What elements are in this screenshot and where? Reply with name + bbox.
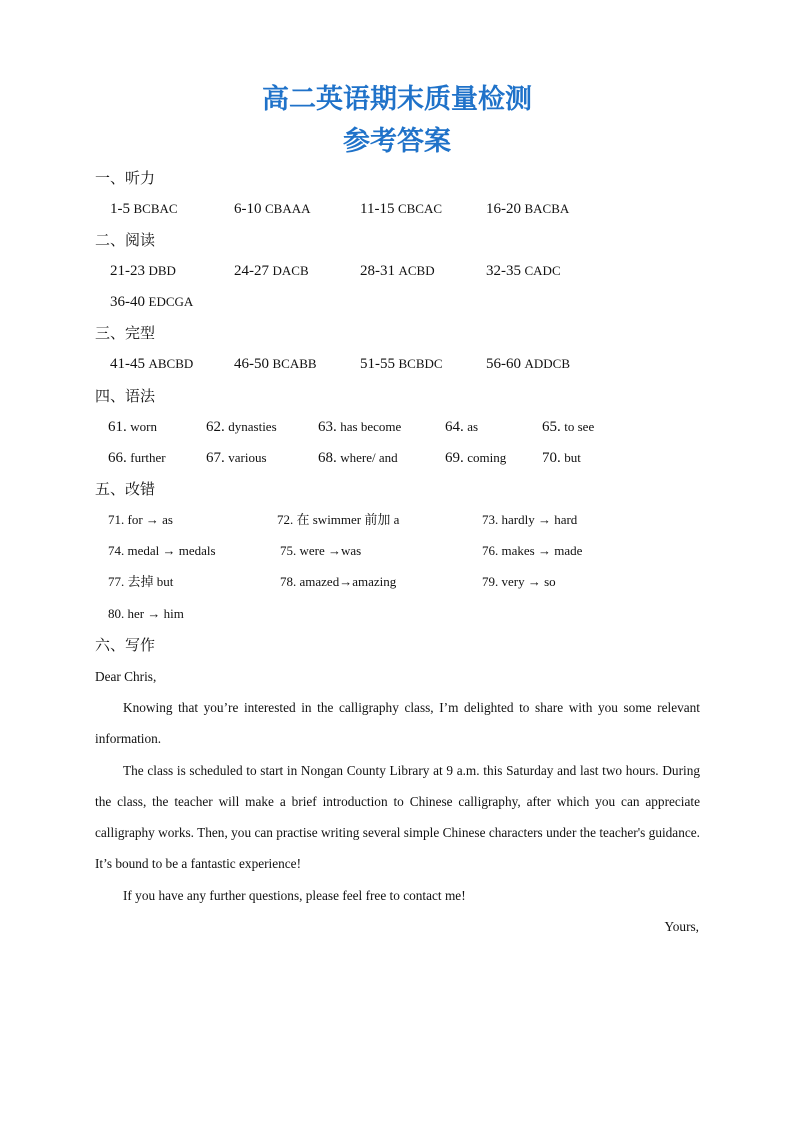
answer-item: 11-15 CBCAC xyxy=(360,201,443,217)
answer-item: 56-60 ADDCB xyxy=(486,356,571,372)
answer-item: 66. further xyxy=(108,450,166,466)
answer-item: 62. dynasties xyxy=(206,419,277,435)
answer-row xyxy=(0,448,794,468)
section-heading-cloze: 三、完型 xyxy=(95,324,156,342)
section-heading-correction: 五、改错 xyxy=(95,480,156,498)
answer-row xyxy=(0,510,794,530)
correction-item: 79. very → so xyxy=(482,574,556,589)
answer-row xyxy=(0,604,794,624)
answer-item: 64. as xyxy=(445,419,479,435)
correction-item: 76. makes → made xyxy=(482,543,583,558)
answer-row xyxy=(0,354,794,374)
answer-item: 61. worn xyxy=(108,419,157,435)
correction-item: 74. medal → medals xyxy=(108,543,216,558)
letter-paragraph: The class is scheduled to start in Nongan County Library at 9 a.m. this Saturday and last two hours. During the class, the teacher will make a brief introduction to Chinese calligraphy, after which you can appreciate calligraphy works. Then, you can practise writing several simple Chinese characters under the teacher's guidance. It’s bound to be a fantastic experience! xyxy=(95,763,700,871)
answer-item: 28-31 ACBD xyxy=(360,263,435,279)
correction-item: 73. hardly → hard xyxy=(482,512,578,527)
page-subtitle: 参考答案 xyxy=(343,126,451,157)
answer-item: 1-5 BCBAC xyxy=(110,201,178,217)
answer-row xyxy=(0,572,794,592)
answer-item: 24-27 DACB xyxy=(234,263,309,279)
answer-row xyxy=(0,292,794,312)
letter-closing: Yours, xyxy=(664,919,699,934)
answer-item: 68. where/ and xyxy=(318,450,398,466)
page-title: 高二英语期末质量检测 xyxy=(262,84,532,115)
answer-item: 46-50 BCABB xyxy=(234,356,317,372)
correction-item: 72. 在 swimmer 前加 a xyxy=(277,512,400,527)
section-heading-grammar: 四、语法 xyxy=(95,387,156,405)
section-heading-listening: 一、听力 xyxy=(95,169,156,187)
letter-paragraph: If you have any further questions, please feel free to contact me! xyxy=(123,888,466,903)
answer-item: 41-45 ABCBD xyxy=(110,356,194,372)
answer-item: 21-23 DBD xyxy=(110,263,176,279)
answer-item: 63. has become xyxy=(318,419,402,435)
answer-item: 36-40 EDCGA xyxy=(110,294,194,310)
answer-row xyxy=(0,541,794,561)
section-heading-reading: 二、阅读 xyxy=(95,231,156,249)
correction-item: 80. her → him xyxy=(108,606,184,621)
correction-item: 75. were →was xyxy=(280,543,362,558)
section-heading-writing: 六、写作 xyxy=(95,636,156,654)
answer-item: 6-10 CBAAA xyxy=(234,201,311,217)
answer-item: 65. to see xyxy=(542,419,595,435)
correction-item: 78. amazed→amazing xyxy=(280,574,397,589)
answer-item: 69. coming xyxy=(445,450,507,466)
answer-item: 32-35 CADC xyxy=(486,263,561,279)
answer-item: 51-55 BCBDC xyxy=(360,356,443,372)
correction-item: 77. 去掉 but xyxy=(108,574,174,589)
correction-item: 71. for → as xyxy=(108,512,173,527)
answer-item: 67. various xyxy=(206,450,267,466)
letter-greeting: Dear Chris, xyxy=(95,669,157,684)
answer-row xyxy=(0,199,794,219)
answer-row xyxy=(0,417,794,437)
answer-item: 16-20 BACBA xyxy=(486,201,570,217)
answer-row xyxy=(0,261,794,281)
answer-item: 70. but xyxy=(542,450,581,466)
letter-paragraph: Knowing that you’re interested in the calligraphy class, I’m delighted to share with you some relevant information. xyxy=(95,700,700,746)
